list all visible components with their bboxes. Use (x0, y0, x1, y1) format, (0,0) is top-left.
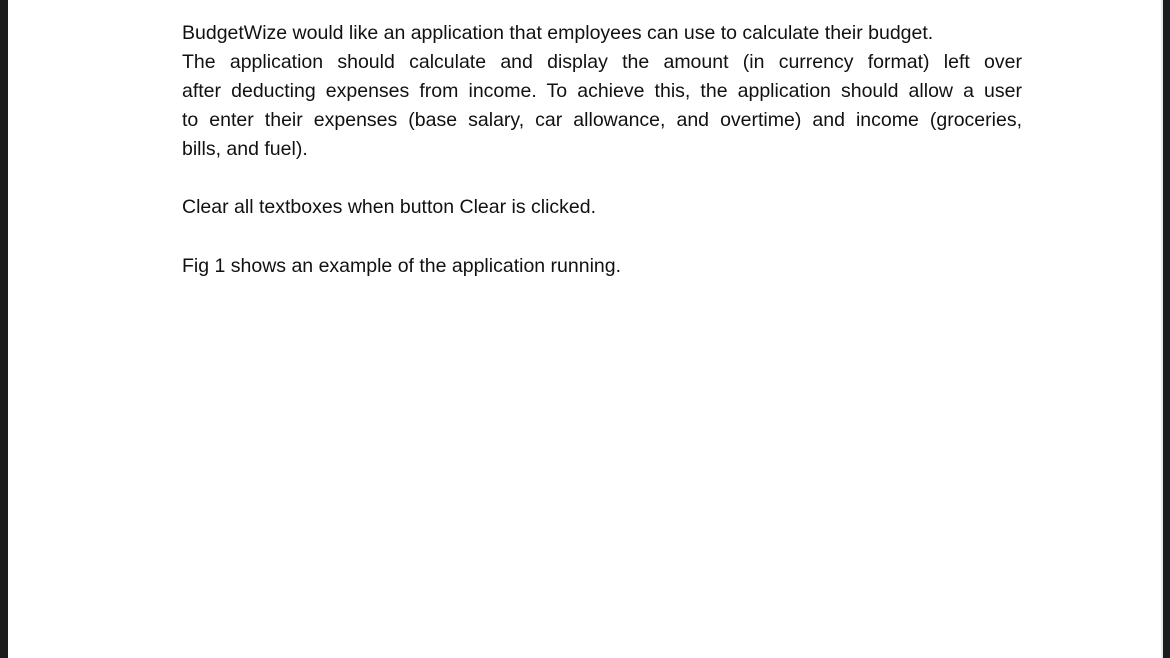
paragraph-line: bills, and fuel). (182, 138, 308, 160)
paragraph-line: BudgetWize would like an application that employees can use to calculate their budget. (182, 22, 934, 44)
paragraph-line: to enter their expenses (base salary, car allowance, and overtime) and income (groceries, (182, 109, 1022, 131)
document-page (8, 0, 1161, 658)
clear-instruction-paragraph: Clear all textboxes when button Clear is clicked. (182, 196, 597, 218)
figure-reference-paragraph: Fig 1 shows an example of the application running. (182, 255, 622, 277)
requirements-paragraph (182, 19, 1022, 164)
page-edge (1161, 0, 1163, 658)
paragraph-line: after deducting expenses from income. To achieve this, the application should allow a user (182, 80, 1022, 102)
paragraph-line: The application should calculate and display the amount (in currency format) left over (182, 51, 1022, 73)
